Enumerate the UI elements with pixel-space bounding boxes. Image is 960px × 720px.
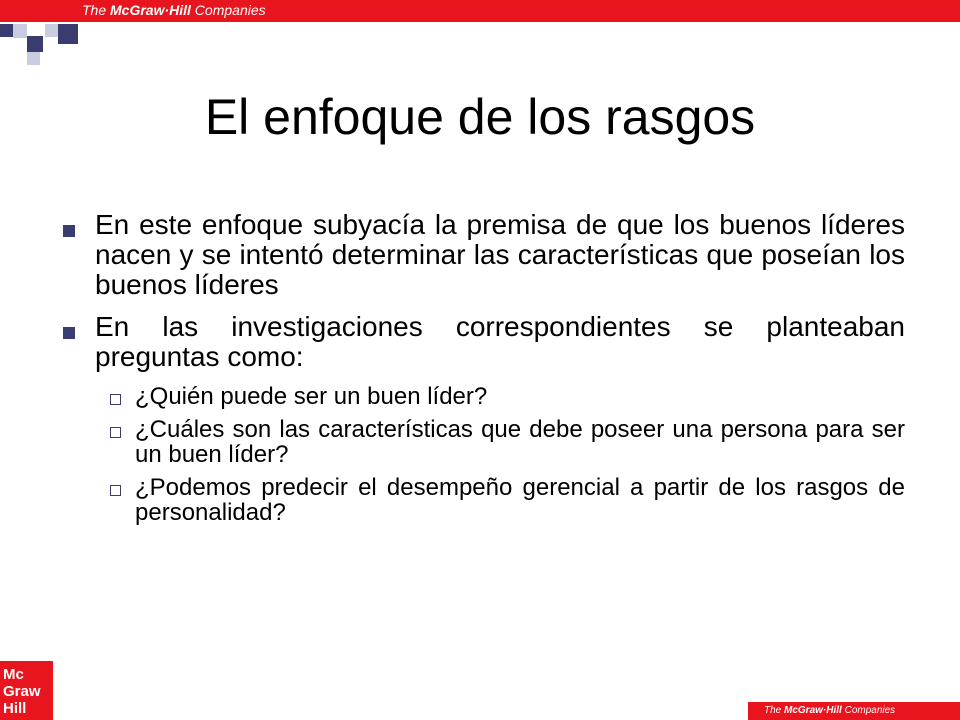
bullet-1-text: En este enfoque subyacía la premisa de que los buenos líderes nacen y se intentó determinar las características que poseían los buenos líderes [95, 209, 905, 300]
decor-square-3 [27, 36, 43, 52]
header-brand-suffix: Companies [190, 2, 266, 18]
decor-square-5 [45, 24, 58, 37]
footer-brand-badge [748, 702, 960, 720]
logo-line-3: Hill [3, 700, 27, 717]
header-brand-bar [0, 0, 960, 22]
sub-bullet-3 [55, 475, 905, 525]
sub-bullet-1 [55, 384, 905, 409]
decor-square-1 [0, 24, 13, 37]
logo-line-2: Graw [3, 683, 41, 700]
hollow-square-bullet-icon [110, 427, 121, 438]
hollow-square-bullet-icon [110, 485, 121, 496]
header-brand-text [82, 2, 266, 18]
square-bullet-icon [63, 327, 75, 339]
footer-brand-name: McGraw·Hill [784, 705, 842, 716]
decor-square-6 [58, 24, 78, 44]
square-bullet-icon [63, 225, 75, 237]
decor-square-4 [27, 52, 40, 65]
mcgraw-hill-logo [0, 661, 53, 720]
bullet-2-text: En las investigaciones correspondientes se planteaban preguntas como: [95, 311, 905, 372]
decor-square-2 [13, 24, 27, 38]
sub-bullet-3-text: ¿Podemos predecir el desempeño gerencial a partir de los rasgos de personalidad? [135, 474, 905, 526]
footer-brand-suffix: Companies [841, 705, 896, 716]
bullet-2 [55, 312, 905, 372]
sub-bullet-2-text: ¿Cuáles son las características que debe poseer una persona para ser un buen líder? [135, 416, 905, 468]
logo-line-1: Mc [3, 666, 24, 683]
slide-content [55, 210, 905, 533]
bullet-1 [55, 210, 905, 300]
sub-bullet-1-text: ¿Quién puede ser un buen líder? [135, 383, 488, 410]
sub-bullet-2 [55, 417, 905, 467]
header-brand-prefix: The [82, 2, 111, 18]
slide-title: El enfoque de los rasgos [204, 89, 756, 145]
header-brand-name: McGraw·Hill [110, 2, 191, 18]
hollow-square-bullet-icon [110, 394, 121, 405]
footer-brand-prefix: The [764, 705, 785, 716]
